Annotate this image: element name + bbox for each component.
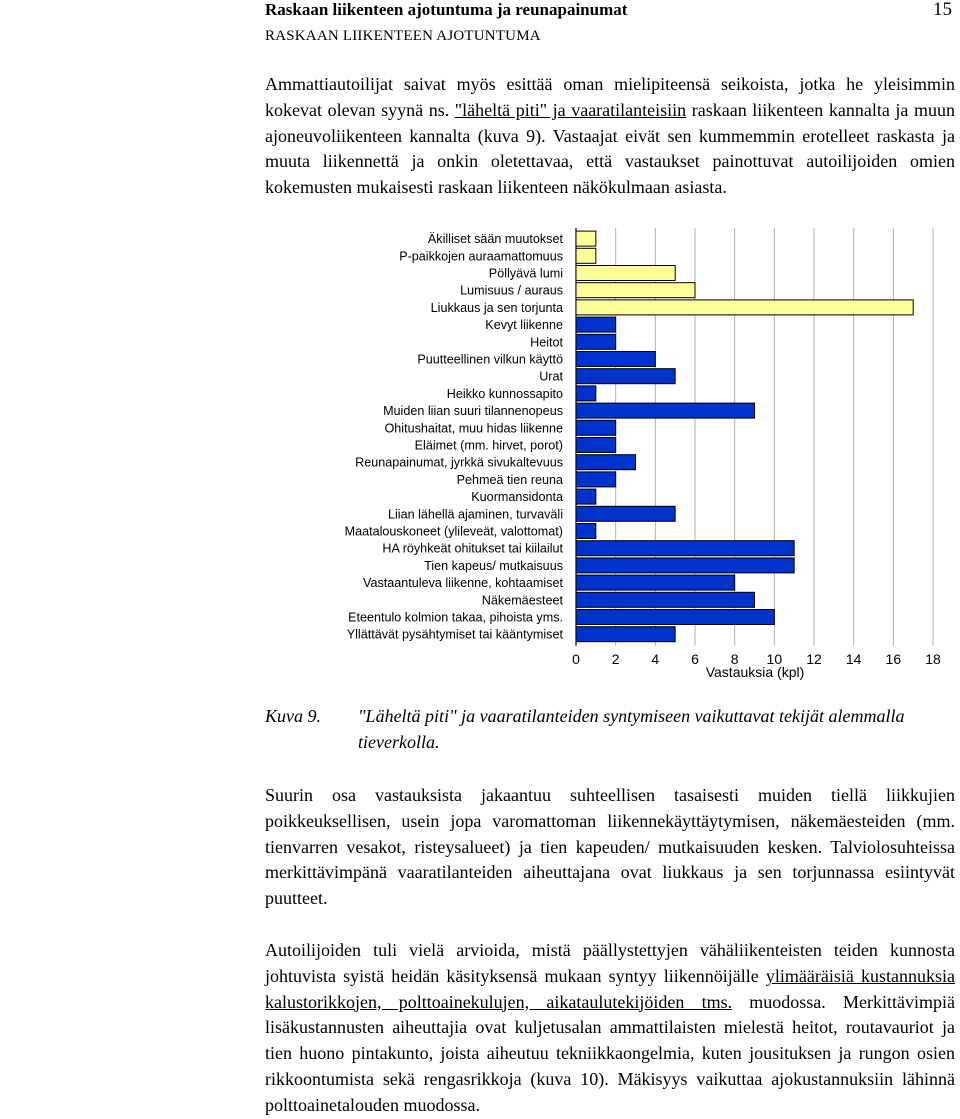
chart-bar [576, 266, 675, 281]
chart-tick-label: 2 [611, 651, 620, 667]
chart-bar [576, 455, 636, 470]
chart-bar [576, 610, 774, 625]
chart-bar [576, 334, 616, 349]
chart-tick-label: 8 [730, 651, 739, 667]
chart-bar [576, 627, 675, 642]
chart-bar [576, 592, 755, 607]
chart-bar [576, 438, 616, 453]
chart-category-label: Reunapainumat, jyrkkä sivukaltevuus [355, 455, 563, 470]
paragraph-3-text-after: muodossa. Merkittävimpiä lisäkustannusten aiheuttajia ovat kuljetusalan ammattilaisten mielestä heitot, routavauriot ja tien huono pintakunto, joista aiheutuu tekniikkaongelmia, kuten jousituksen ja rungon osien rikkoontumista sekä rengasrikkoja (kuva 10). Mäkisyys vaikuttaa ajokustannuksiin lähinnä polttoainetalouden muodossa. [265, 991, 955, 1115]
intro-text-before: Ammattiautoilijat saivat myös esittää oman mielipiteensä seikoista, jotka he yleisimmin kokevat olevan syynä ns. [265, 74, 955, 120]
chart-bar [576, 248, 596, 263]
chart-category-label: Liian lähellä ajaminen, turvaväli [387, 507, 563, 522]
chart-category-label: Heikko kunnossapito [446, 386, 563, 401]
figure-caption-label: Kuva 9. [265, 706, 321, 726]
paragraph-3-text-before: Autoilijoiden tuli vielä arvioida, mistä päällystettyjen vähäliikenteisten teiden kunnosta johtuvista syistä heidän käsityksensä mukaan syntyy liikennöijälle [265, 940, 955, 986]
chart-category-label: Pehmeä tien reuna [456, 472, 563, 487]
page-number: 15 [933, 0, 952, 20]
chart-tick-label: 6 [691, 651, 699, 667]
body-paragraph-2: Suurin osa vastauksista jakaantuu suhteellisen tasaisesti muiden tiellä liikkujien poikkeuksellisen, usein jopa varomattoman liikennekäyttäytymisen, näkemäesteiden (mm. tienvarren vesakot, risteysalueet) ja tien kapeuden/ mutkaisuuden kesken. Talviolosuhteissa merkittävimpänä vaaratilanteiden aiheuttajana ovat liukkaus ja sen torjunnassa esiintyvät puutteet. [265, 785, 955, 909]
chart-category-label: Muiden liian suuri tilannenopeus [383, 404, 563, 419]
chart-category-label: Eläimet (mm. hirvet, porot) [414, 438, 563, 453]
chart-bars [576, 231, 913, 642]
chart-category-label: Pöllyävä lumi [488, 266, 563, 281]
chart-category-label: P-paikkojen auraamattomuus [399, 249, 563, 264]
chart-tick-label: 16 [885, 651, 902, 667]
chart-category-label: Tien kapeus/ mutkaisuus [424, 558, 563, 573]
chart-category-labels [345, 232, 564, 642]
chart-bar [576, 369, 675, 384]
chart-bar [576, 420, 616, 435]
chart-bar [576, 541, 794, 556]
chart-category-label: Ohitushaitat, muu hidas liikenne [384, 421, 563, 436]
chart-tick-label: 14 [845, 651, 862, 667]
body-paragraph-3 [265, 938, 955, 1119]
chart-x-axis-label: Vastauksia (kpl) [705, 664, 805, 680]
chart-category-label: Heitot [530, 335, 563, 350]
chart-bar [576, 524, 596, 539]
chart-bar [576, 472, 616, 487]
chart-category-label: Urat [539, 369, 563, 384]
chart-tick-label: 0 [572, 651, 580, 667]
chart-bar [576, 300, 913, 315]
header-subtitle: RASKAAN LIIKENTEEN AJOTUNTUMA [265, 28, 541, 44]
chart-category-label: Lumisuus / auraus [460, 283, 563, 298]
intro-text-underlined: "läheltä piti" ja vaaratilanteisiin [454, 99, 687, 120]
chart-category-label: Kevyt liikenne [485, 318, 563, 333]
header-title: Raskaan liikenteen ajotuntuma ja reunapainumat [265, 0, 628, 19]
chart-tick-label: 10 [766, 651, 783, 667]
chart-category-label: Näkemäesteet [481, 593, 563, 608]
chart-category-label: Maatalouskoneet (ylileveät, valottomat) [344, 524, 563, 539]
paragraph-3-text-underlined: ylimääräisiä kustannuksia kalustorikkojen, polttoainekulujen, aikataulutekijöiden tms. [265, 965, 955, 1012]
chart-category-label: Puutteellinen vilkun käyttö [417, 352, 563, 367]
intro-paragraph [265, 72, 955, 201]
figure-caption-text: "Läheltä piti" ja vaaratilanteiden syntymiseen vaikuttavat tekijät alemmalla tieverkolla. [358, 706, 905, 752]
chart-category-label: Eteentulo kolmion takaa, pihoista yms. [348, 610, 563, 625]
chart-tick-label: 12 [806, 651, 822, 667]
chart-category-label: HA röyhkeät ohitukset tai kiilailut [382, 541, 563, 556]
intro-text-after: raskaan liikenteen kannalta ja muun ajoneuvoliikenteen kannalta (kuva 9). Vastaajat eivät sen kummemmin erotelleet raskasta ja muuta liikennettä ja onkin oletettavaa, että vastaukset painottuvat autoilijoiden omien kokemusten mukaisesti raskaan liikenteen näkökulmaan asiasta. [265, 99, 955, 198]
chart-bar [576, 386, 596, 401]
chart-bar [576, 352, 655, 367]
chart-bar [576, 231, 596, 246]
chart-bar [576, 317, 616, 332]
chart-bar [576, 575, 735, 590]
chart-category-label: Kuormansidonta [471, 490, 563, 505]
chart-bar [576, 558, 794, 573]
chart-category-label: Yllättävät pysähtymiset tai kääntymiset [346, 627, 563, 642]
chart-bar [576, 403, 755, 418]
chart-bar [576, 283, 695, 298]
chart-category-label: Liukkaus ja sen torjunta [430, 300, 563, 315]
chart-bar [576, 489, 596, 504]
chart-category-label: Äkilliset sään muutokset [427, 232, 563, 247]
chart-tick-label: 4 [651, 651, 660, 667]
bar-chart [0, 220, 960, 690]
chart-category-label: Vastaantuleva liikenne, kohtaamiset [363, 576, 563, 591]
chart-bar [576, 506, 675, 521]
chart-tick-label: 18 [925, 651, 941, 667]
